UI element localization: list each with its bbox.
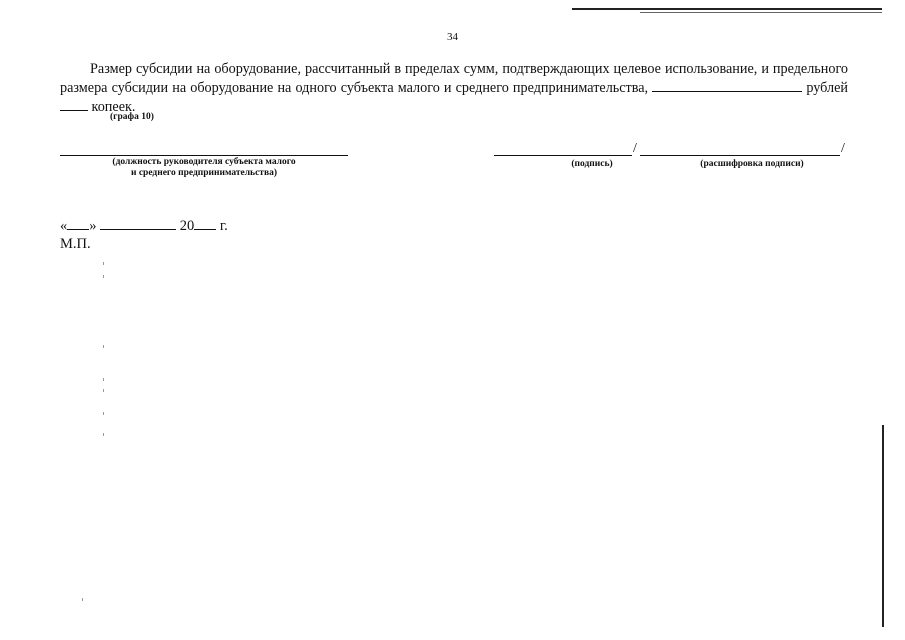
kopecks-amount-blank[interactable] bbox=[60, 98, 88, 111]
scan-speck bbox=[103, 412, 104, 415]
signature-caption: (подпись) bbox=[571, 159, 613, 169]
page-number: 34 bbox=[447, 31, 458, 43]
signature-slash-2: / bbox=[841, 141, 845, 156]
signature-line[interactable] bbox=[494, 155, 632, 156]
date-close-quote: » bbox=[89, 218, 97, 234]
year-blank[interactable] bbox=[194, 217, 216, 230]
scan-speck bbox=[103, 262, 104, 265]
scan-speck bbox=[103, 378, 104, 381]
day-blank[interactable] bbox=[67, 217, 89, 230]
date-row bbox=[60, 217, 228, 235]
scan-speck bbox=[103, 345, 104, 348]
scan-speck bbox=[103, 389, 104, 392]
month-blank[interactable] bbox=[100, 217, 176, 230]
kopecks-label: копеек. bbox=[91, 99, 136, 115]
scan-artifact-top-line bbox=[572, 8, 882, 10]
signature-slash-1: / bbox=[633, 141, 637, 156]
paragraph-text: Размер субсидии на оборудование, рассчитанный в пределах сумм, подтверждающих целевое использование, и предельного размера субсидии на оборудование на одного субъекта малого и среднего предпринимательства, bbox=[60, 61, 848, 96]
subsidy-amount-paragraph bbox=[60, 60, 848, 117]
column-ref-caption: (графа 10) bbox=[110, 112, 154, 122]
scan-speck bbox=[82, 598, 83, 601]
scan-speck bbox=[103, 433, 104, 436]
position-line[interactable] bbox=[60, 155, 348, 156]
position-caption bbox=[60, 157, 348, 179]
signature-decoding-caption: (расшифровка подписи) bbox=[700, 159, 804, 169]
rubles-amount-blank[interactable] bbox=[652, 79, 802, 92]
scan-artifact-top-thin-line bbox=[640, 12, 882, 13]
position-caption-line-1: (должность руководителя субъекта малого bbox=[112, 157, 296, 167]
position-caption-line-2: и среднего предпринимательства) bbox=[130, 168, 278, 178]
date-open-quote: « bbox=[60, 218, 68, 234]
rubles-label: рублей bbox=[806, 80, 848, 96]
scan-speck bbox=[103, 275, 104, 278]
signature-decoding-line[interactable] bbox=[640, 155, 840, 156]
scan-artifact-right-bar bbox=[882, 425, 884, 627]
year-suffix: г. bbox=[219, 218, 228, 234]
stamp-place-label: М.П. bbox=[60, 236, 91, 252]
year-century: 20 bbox=[179, 218, 195, 234]
